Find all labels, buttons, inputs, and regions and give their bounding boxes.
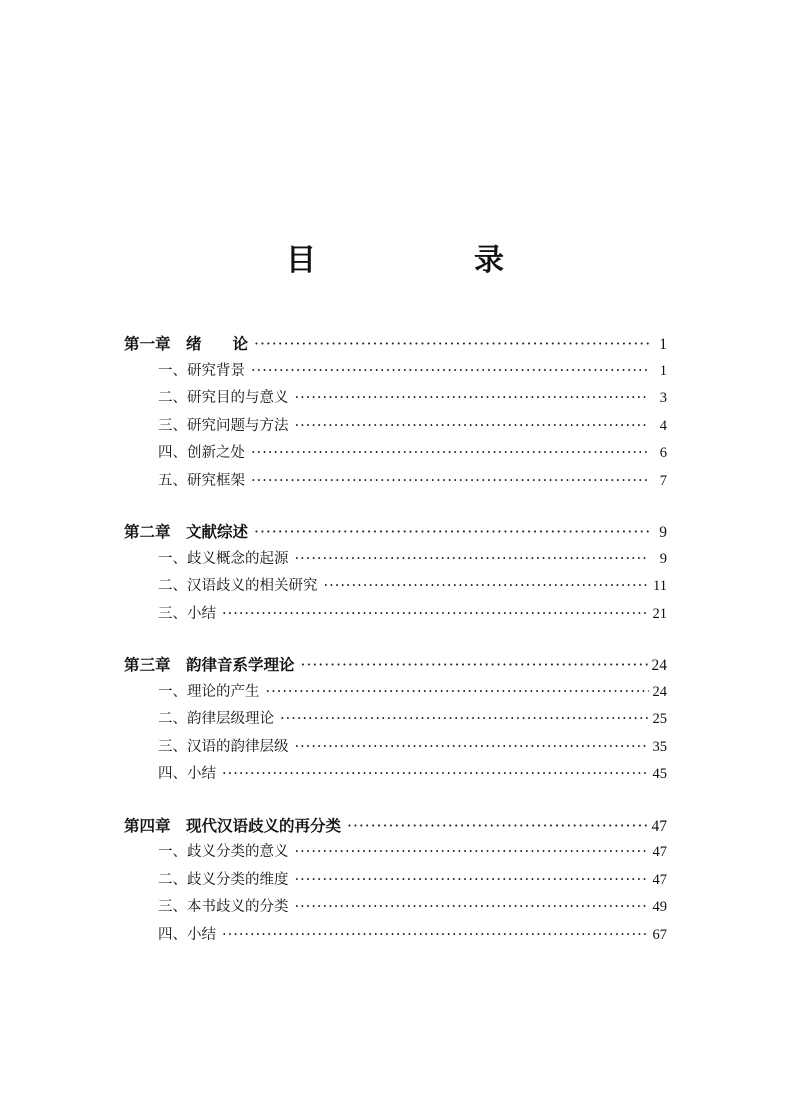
page-number: 49 <box>652 899 667 915</box>
section-title: 五、研究框架 <box>158 472 245 489</box>
page-number: 1 <box>659 362 667 379</box>
chapter-entry[interactable] <box>124 330 667 358</box>
page-number: 7 <box>659 472 667 489</box>
page-number: 11 <box>653 578 667 594</box>
section-title: 三、汉语的韵律层级 <box>158 738 289 755</box>
dot-leader <box>295 734 649 762</box>
page-number: 47 <box>651 817 667 835</box>
chapter-title: 第二章 文献综述 <box>124 522 249 541</box>
chapter-block <box>124 518 667 628</box>
dot-leader <box>295 839 649 867</box>
section-title: 三、本书歧义的分类 <box>158 899 289 915</box>
section-title: 三、小结 <box>158 605 216 622</box>
section-title: 二、歧义分类的维度 <box>158 871 289 888</box>
section-entry[interactable] <box>124 679 667 707</box>
section-title: 四、小结 <box>158 926 216 943</box>
page-number: 24 <box>652 683 667 700</box>
section-entry[interactable] <box>124 358 667 386</box>
dot-leader <box>266 679 649 707</box>
page-number: 35 <box>652 738 667 755</box>
dot-leader <box>295 894 649 922</box>
dot-leader <box>222 601 649 629</box>
section-entry[interactable] <box>124 761 667 789</box>
page-number: 4 <box>659 417 667 434</box>
section-entry[interactable] <box>124 922 667 950</box>
dot-leader <box>324 573 650 601</box>
chapter-entry[interactable] <box>124 518 667 546</box>
page-number: 9 <box>659 524 667 541</box>
page-number: 21 <box>652 605 667 622</box>
section-title: 一、研究背景 <box>158 362 245 379</box>
dot-leader <box>295 546 650 574</box>
dot-leader <box>254 519 649 547</box>
chapter-block <box>124 812 667 950</box>
section-entry[interactable] <box>124 468 667 496</box>
chapter-entry[interactable] <box>124 651 667 679</box>
page-number: 47 <box>652 871 667 888</box>
chapter-entry[interactable] <box>124 812 667 840</box>
table-of-contents <box>124 330 667 972</box>
dot-leader <box>222 922 649 950</box>
dot-leader <box>254 331 649 359</box>
page-number: 25 <box>652 711 667 727</box>
section-title: 四、小结 <box>158 766 216 782</box>
dot-leader <box>301 652 648 680</box>
page-number: 47 <box>652 844 667 860</box>
section-title: 二、研究目的与意义 <box>158 390 289 406</box>
section-title: 二、韵律层级理论 <box>158 711 274 727</box>
page-number: 67 <box>652 926 667 943</box>
dot-leader <box>347 813 647 841</box>
page-number: 45 <box>652 766 667 782</box>
page-number: 1 <box>659 336 667 353</box>
chapter-block <box>124 330 667 495</box>
section-title: 三、研究问题与方法 <box>158 417 289 434</box>
section-entry[interactable] <box>124 413 667 441</box>
chapter-title: 第一章 绪 论 <box>124 334 249 353</box>
dot-leader <box>295 413 650 441</box>
chapter-title: 第三章 韵律音系学理论 <box>124 655 295 674</box>
section-title: 四、创新之处 <box>158 445 245 461</box>
section-entry[interactable] <box>124 734 667 762</box>
section-entry[interactable] <box>124 839 667 867</box>
dot-leader <box>251 468 649 496</box>
section-entry[interactable] <box>124 573 667 601</box>
dot-leader <box>222 761 649 789</box>
dot-leader <box>251 440 649 468</box>
section-entry[interactable] <box>124 440 667 468</box>
chapter-block <box>124 651 667 789</box>
page-number: 9 <box>659 550 667 567</box>
chapter-title: 第四章 现代汉语歧义的再分类 <box>124 815 342 835</box>
section-entry[interactable] <box>124 867 667 895</box>
section-entry[interactable] <box>124 546 667 574</box>
page-number: 3 <box>659 390 667 406</box>
section-title: 二、汉语歧义的相关研究 <box>158 578 318 594</box>
page-title: 目 录 <box>286 243 568 278</box>
section-title: 一、歧义分类的意义 <box>158 844 289 860</box>
section-title: 一、理论的产生 <box>158 683 260 700</box>
page-number: 24 <box>651 657 667 674</box>
dot-leader <box>295 385 650 413</box>
section-entry[interactable] <box>124 601 667 629</box>
dot-leader <box>251 358 649 386</box>
section-entry[interactable] <box>124 706 667 734</box>
page-number: 6 <box>659 445 667 461</box>
section-entry[interactable] <box>124 385 667 413</box>
dot-leader <box>280 706 649 734</box>
section-entry[interactable] <box>124 894 667 922</box>
section-title: 一、歧义概念的起源 <box>158 550 289 567</box>
dot-leader <box>295 867 649 895</box>
